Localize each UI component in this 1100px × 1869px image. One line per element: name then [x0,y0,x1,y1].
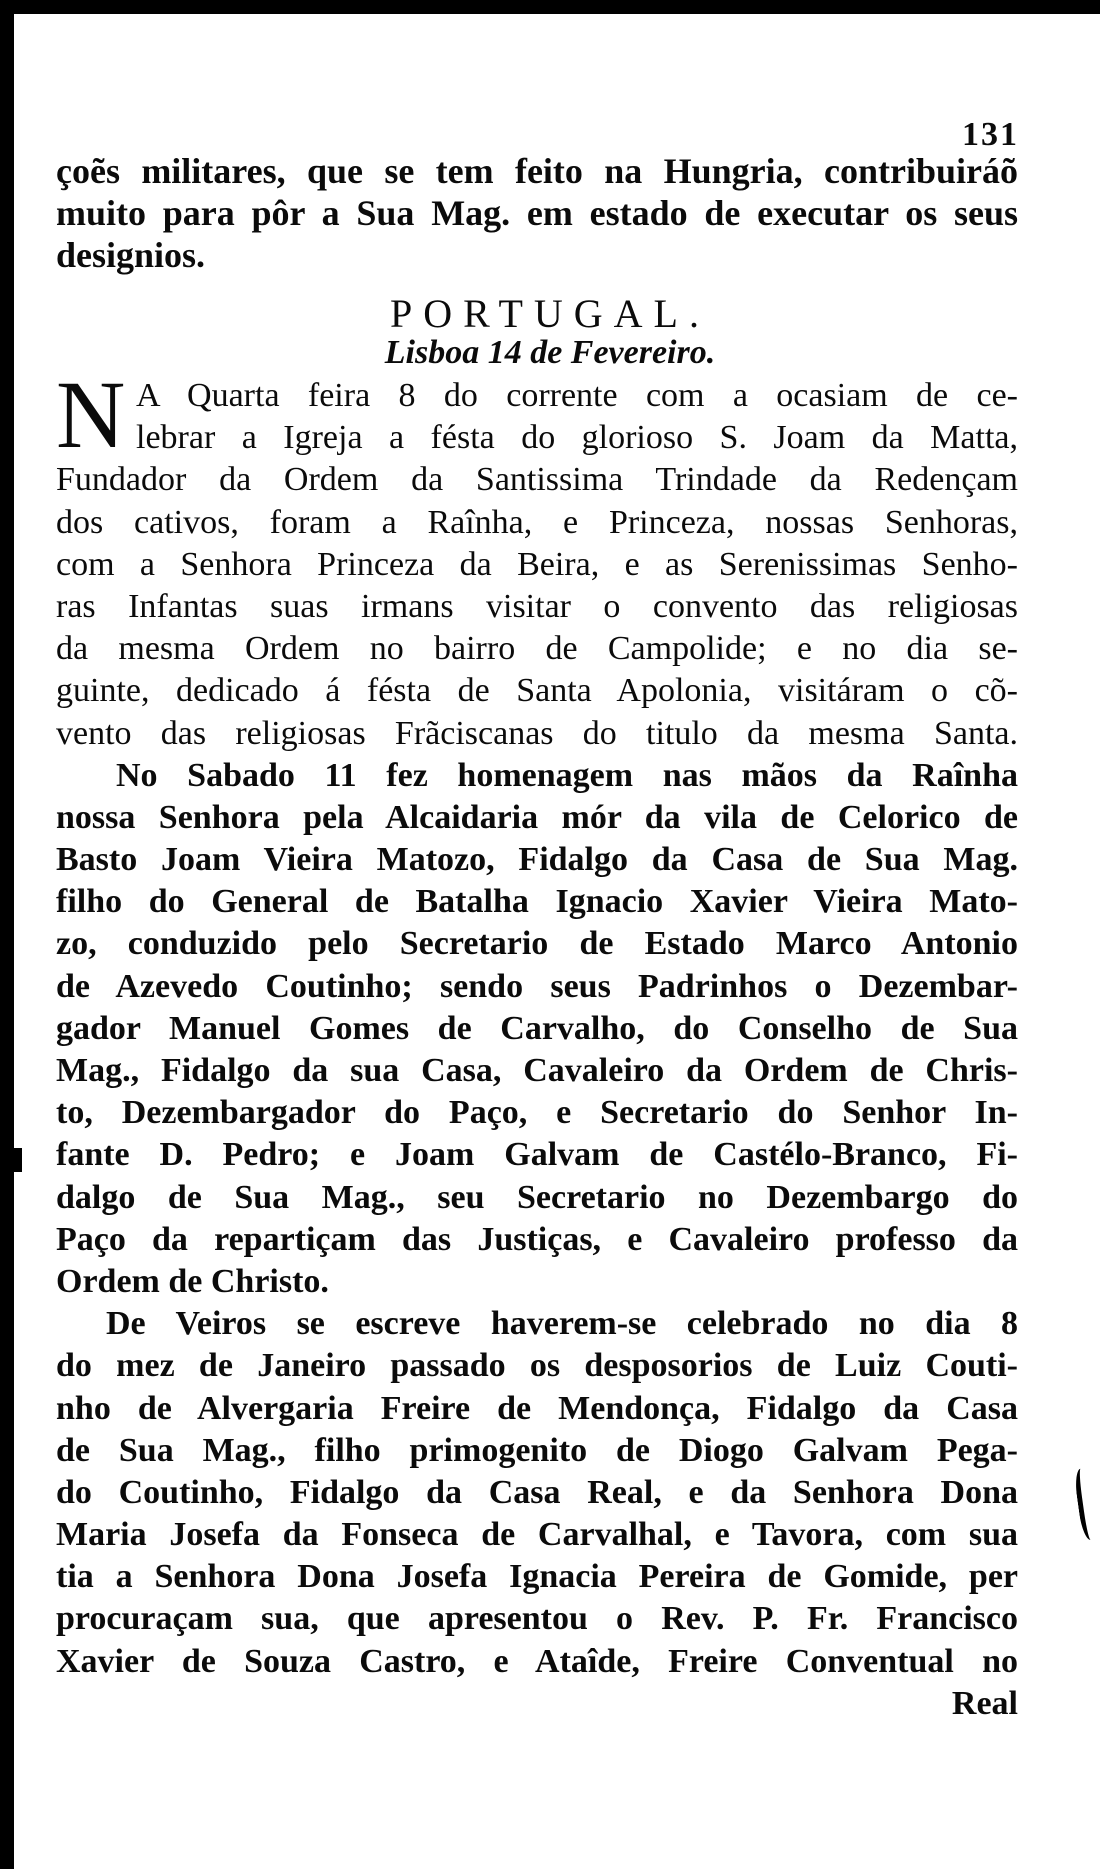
text-line: Paço da repartiçam das Justiças, e Cavaleiro professo da [56,1220,1018,1258]
scan-edge-mark [1073,1467,1100,1541]
text-line: Ordem de Christo. [56,1262,329,1300]
text-line: muito para pôr a Sua Mag. em estado de executar os seus [56,193,1018,234]
dateline: Lisboa 14 de Fevereiro. [384,334,716,371]
text-line: dalgo de Sua Mag., seu Secretario no Dezembargo do [56,1178,1018,1216]
article-body [56,361,1018,1726]
text-line: filho do General de Batalha Ignacio Xavier Vieira Mato- [56,883,1018,921]
text-line: to, Dezembargador do Paço, e Secretario do Senhor In- [56,1094,1018,1132]
paragraph-1 [56,460,1018,755]
section-heading: PORTUGAL. [390,291,710,336]
text-line: çoẽs militares, que se tem feito na Hungria, contribuiráõ [56,151,1018,191]
text-line: zo, conduzido pelo Secretario de Estado Marco Antonio [56,925,1018,963]
intro-paragraph [56,150,1018,277]
text-line: nho de Alvergaria Freire de Mendonça, Fidalgo da Casa [56,1389,1018,1427]
text-line: procuraçam sua, que apresentou o Rev. P. Fr. Francisco [56,1600,1018,1638]
text-line: da mesma Ordem no bairro de Campolide; e no dia se- [56,630,1018,668]
text-line: No Sabado 11 fez homenagem nas mãos da Raînha [116,756,1018,794]
text-line: com a Senhora Princeza da Beira, e as Serenissimas Senho- [56,545,1018,583]
paragraph-3 [56,1304,1018,1726]
text-line: Xavier de Souza Castro, e Ataîde, Freire Conventual no [56,1642,1018,1680]
dropcap-block [56,361,1018,468]
text-line: lebrar a Igreja a fésta do glorioso S. Joam da Matta, [136,419,1018,457]
text-line: designios. [56,235,206,276]
text-line: do Coutinho, Fidalgo da Casa Real, e da Senhora Dona [56,1473,1018,1511]
paragraph-2 [56,756,1018,1304]
text-line: do mez de Janeiro passado os desposorios de Luiz Couti- [56,1347,1018,1385]
scan-border-notch [0,1148,22,1172]
text-line: Fundador da Ordem da Santissima Trindade da Redençam [56,461,1018,499]
text-line: de Azevedo Coutinho; sendo seus Padrinhos o Dezembar- [56,967,1018,1005]
drop-cap: N [56,361,126,468]
text-line: dos cativos, foram a Raînha, e Princeza, nossas Senhoras, [56,503,1018,541]
text-line: nossa Senhora pela Alcaidaria mór da vila de Celorico de [56,798,1018,836]
text-line: ras Infantas suas irmans visitar o convento das religiosas [56,587,1018,625]
text-line: de Sua Mag., filho primogenito de Diogo Galvam Pega- [56,1431,1018,1469]
page-number: 131 [962,116,1019,153]
text-line: A Quarta feira 8 do corrente com a ocasiam de ce- [136,377,1018,414]
catchword: Real [951,1684,1018,1722]
text-line: gador Manuel Gomes de Carvalho, do Conselho de Sua [56,1009,1018,1047]
text-line: Maria Josefa da Fonseca de Carvalhal, e Tavora, com sua [56,1516,1018,1554]
text-line: tia a Senhora Dona Josefa Ignacia Pereira de Gomide, per [56,1558,1018,1596]
text-line: fante D. Pedro; e Joam Galvam de Castélo-Branco, Fi- [56,1136,1018,1174]
scan-border-top [0,0,1100,14]
text-line: De Veiros se escreve haverem-se celebrado no dia 8 [106,1305,1018,1343]
text-line: Basto Joam Vieira Matozo, Fidalgo da Casa de Sua Mag. [56,841,1018,879]
text-line: guinte, dedicado á fésta de Santa Apolonia, visitáram o cõ- [56,672,1018,710]
text-line: Mag., Fidalgo da sua Casa, Cavaleiro da Ordem de Chris- [56,1052,1018,1089]
text-line: vento das religiosas Frãciscanas do titulo da mesma Santa. [56,714,1018,752]
scan-border-left [0,0,14,1869]
